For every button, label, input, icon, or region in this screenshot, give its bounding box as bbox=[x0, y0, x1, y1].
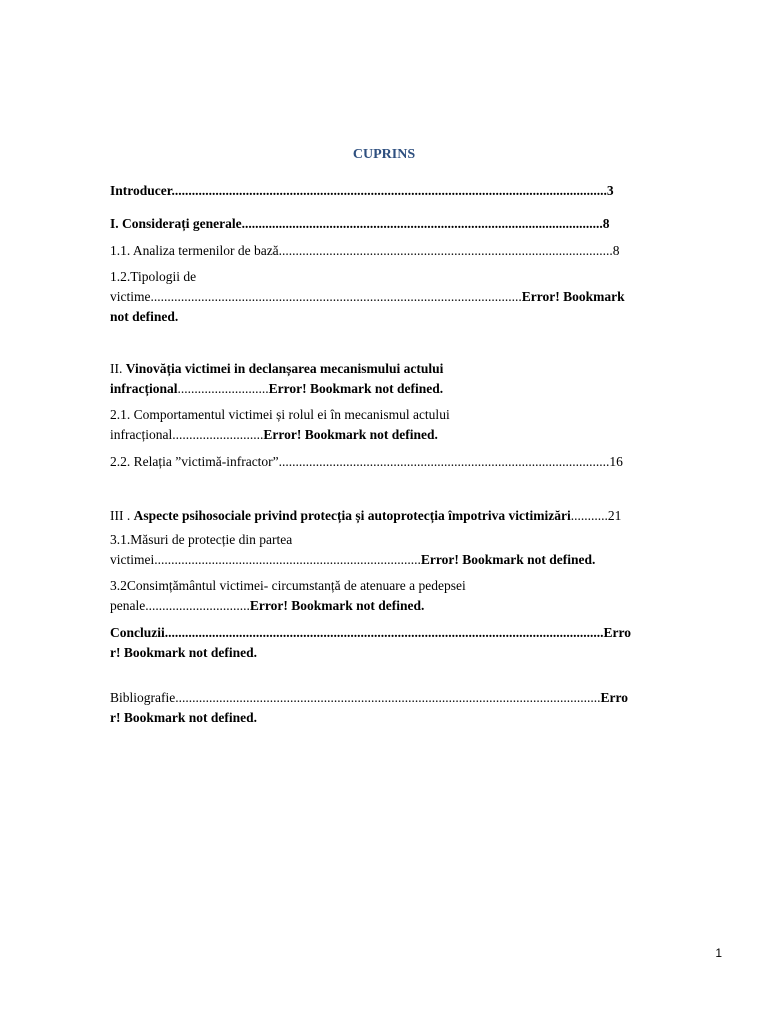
toc-entry-iii[interactable] bbox=[110, 506, 694, 526]
bookmark-error: Error! Bookmark bbox=[521, 289, 625, 304]
section-number: III . bbox=[110, 508, 134, 523]
toc-entry-introducere[interactable]: Introducer.................................................................................................................................3 bbox=[110, 183, 614, 198]
toc-title: CUPRINS bbox=[352, 147, 416, 162]
toc-leader: victimei............................................................................... bbox=[110, 552, 421, 567]
toc-leader: ........................... bbox=[177, 381, 269, 396]
bookmark-error: Error! Bookmark not defined. bbox=[268, 381, 444, 396]
section-number: II. bbox=[110, 361, 126, 376]
toc-entry-2-2[interactable]: 2.2. Relația ”victimă-infractor”..................................................................................................16 bbox=[110, 454, 623, 469]
toc-entry-1-2-line2 bbox=[110, 287, 694, 307]
toc-leader: infracțional........................... bbox=[110, 427, 264, 442]
bookmark-error: Error! Bookmark not defined. bbox=[249, 598, 425, 613]
toc-entry-ii-line1 bbox=[110, 359, 694, 379]
toc-leader: ...........21 bbox=[570, 508, 622, 523]
section-title: Vinovăția victimei in declanșarea mecanismului actului bbox=[125, 361, 444, 376]
toc-entry-1-2-line1: 1.2.Tipologii de bbox=[110, 269, 197, 284]
toc-leader: Bibliografie.............................................................................................................................. bbox=[110, 690, 601, 705]
toc-entry-3-1-line1: 3.1.Măsuri de protecție din partea bbox=[110, 532, 293, 547]
toc-entry-2-1-line2 bbox=[110, 425, 694, 445]
toc-entry-ii-line2 bbox=[110, 379, 694, 399]
toc-entry-1-1[interactable]: 1.1. Analiza termenilor de bază...................................................................................................8 bbox=[110, 243, 620, 258]
toc-entry-3-2-line1: 3.2Consimțământul victimei- circumstanță de atenuare a pedepsei bbox=[110, 578, 466, 593]
page-number: 1 bbox=[715, 946, 722, 960]
toc-entry-3-2-line2 bbox=[110, 596, 694, 616]
section-title: Aspecte psihosociale privind protecția și autoprotecția împotriva victimizări bbox=[133, 508, 571, 523]
toc-leader: penale............................... bbox=[110, 598, 250, 613]
toc-entry-concluzii-line2: r! Bookmark not defined. bbox=[110, 645, 258, 660]
toc-entry-bibliografie-line1 bbox=[110, 688, 694, 708]
toc-entry-bibliografie-line2: r! Bookmark not defined. bbox=[110, 710, 258, 725]
toc-leader: victime.............................................................................................................. bbox=[110, 289, 522, 304]
toc-entry-2-1-line1: 2.1. Comportamentul victimei și rolul ei în mecanismul actului bbox=[110, 407, 450, 422]
toc-entry-1-2-line3: not defined. bbox=[110, 309, 179, 324]
bookmark-error: Error! Bookmark not defined. bbox=[263, 427, 438, 442]
bookmark-error: Erro bbox=[600, 690, 628, 705]
bookmark-error: Error! Bookmark not defined. bbox=[420, 552, 596, 567]
toc-entry-considerati-generale[interactable]: I. Considerați generale...........................................................................................................8 bbox=[110, 216, 610, 231]
toc-entry-concluzii-line1: Concluzii..................................................................................................................................Erro bbox=[110, 625, 631, 640]
toc-entry-3-1-line2 bbox=[110, 550, 694, 570]
section-title-cont: infracțional bbox=[110, 381, 178, 396]
